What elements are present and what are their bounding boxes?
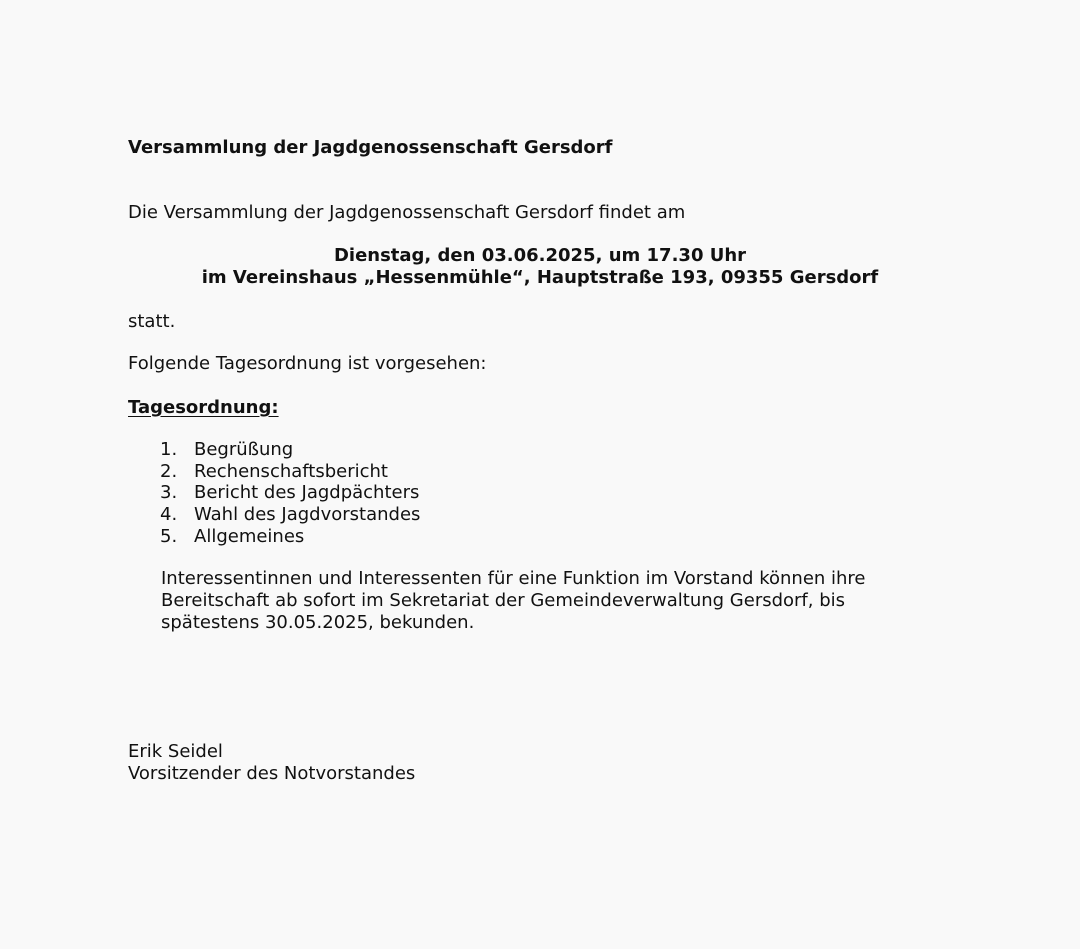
agenda-intro-text: Folgende Tagesordnung ist vorgesehen: bbox=[128, 353, 487, 374]
agenda-item-number: 4. bbox=[160, 504, 178, 526]
note-line: Interessentinnen und Interessenten für eine Funktion im Vorstand können ihre bbox=[161, 568, 866, 589]
agenda-item-text: Allgemeines bbox=[194, 525, 305, 547]
agenda-item bbox=[160, 439, 420, 461]
agenda-item-text: Begrüßung bbox=[194, 439, 294, 460]
agenda-item-text: Rechenschaftsbericht bbox=[194, 460, 388, 482]
agenda-item bbox=[160, 526, 420, 548]
event-location: im Vereinshaus „Hessenmühle“, Hauptstraße 193, 09355 Gersdorf bbox=[201, 267, 879, 288]
event-date-time: Dienstag, den 03.06.2025, um 17.30 Uhr bbox=[333, 245, 747, 266]
agenda-item-text: Bericht des Jagdpächters bbox=[194, 482, 420, 504]
intro-text: Die Versammlung der Jagdgenossenschaft Gersdorf findet am bbox=[128, 202, 686, 223]
document-title: Versammlung der Jagdgenossenschaft Gersdorf bbox=[128, 137, 613, 158]
signature-role: Vorsitzender des Notvorstandes bbox=[128, 763, 416, 784]
agenda-item-number: 5. bbox=[160, 525, 178, 547]
statt-text: statt. bbox=[128, 311, 176, 332]
agenda-list bbox=[160, 439, 420, 548]
note-paragraph bbox=[161, 568, 921, 634]
agenda-item bbox=[160, 504, 420, 526]
signature-name: Erik Seidel bbox=[128, 741, 223, 762]
agenda-heading: Tagesordnung: bbox=[128, 397, 279, 418]
agenda-item bbox=[160, 461, 420, 483]
note-line: Bereitschaft ab sofort im Sekretariat der Gemeindeverwaltung Gersdorf, bis bbox=[161, 590, 846, 611]
event-details bbox=[130, 245, 950, 289]
note-line: spätestens 30.05.2025, bekunden. bbox=[161, 612, 475, 633]
agenda-item-number: 2. bbox=[160, 460, 178, 482]
agenda-item-number: 1. bbox=[160, 439, 178, 460]
agenda-item-number: 3. bbox=[160, 482, 178, 504]
agenda-item-text: Wahl des Jagdvorstandes bbox=[194, 504, 421, 526]
agenda-item bbox=[160, 482, 420, 504]
